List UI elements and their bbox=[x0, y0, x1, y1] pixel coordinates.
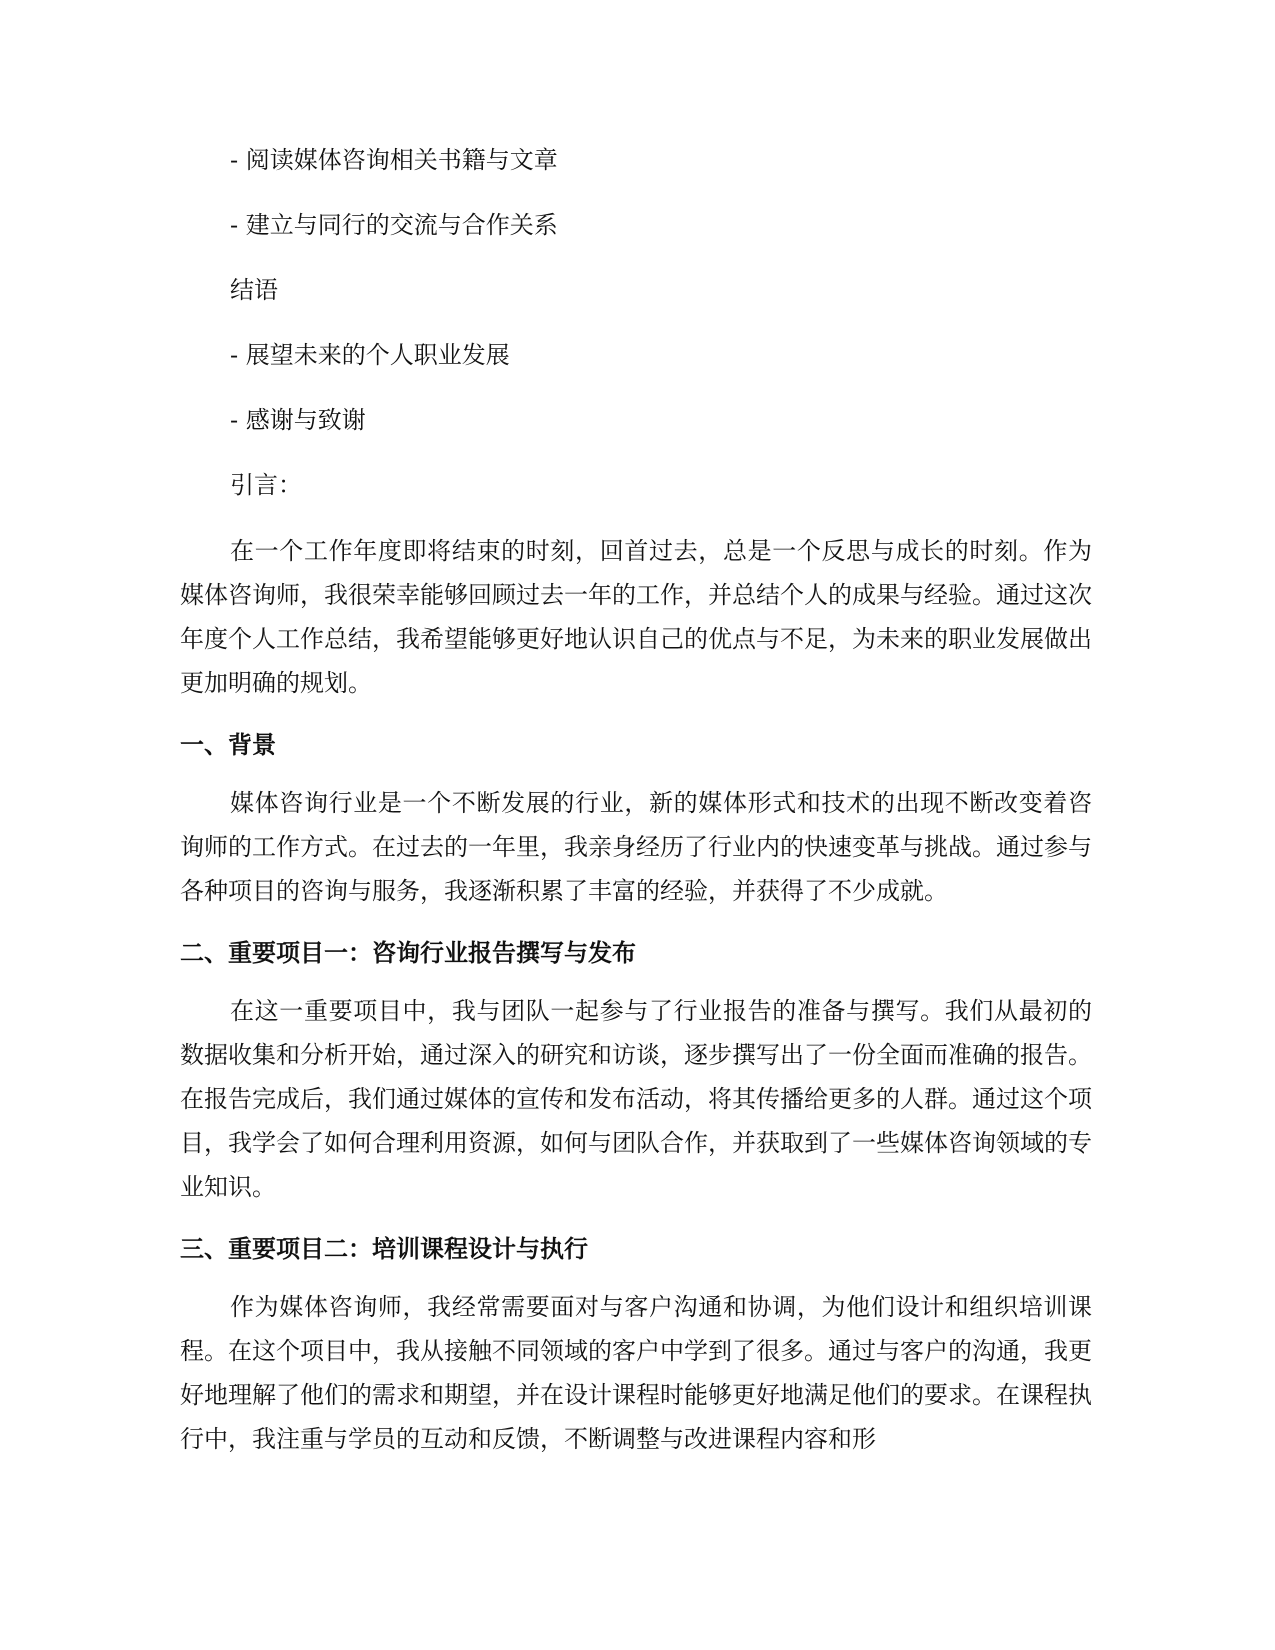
list-item-thanks: - 感谢与致谢 bbox=[230, 406, 366, 434]
list-item-build-relations: - 建立与同行的交流与合作关系 bbox=[230, 211, 558, 239]
section-label-conclusion: 结语 bbox=[230, 276, 278, 304]
section-label-introduction: 引言： bbox=[230, 471, 302, 499]
section-heading-project-two: 三、重要项目二：培训课程设计与执行 bbox=[180, 1235, 588, 1263]
section-heading-background: 一、背景 bbox=[180, 731, 276, 759]
section-heading-project-one: 二、重要项目一：咨询行业报告撰写与发布 bbox=[180, 939, 636, 967]
intro-paragraph: 在一个工作年度即将结束的时刻，回首过去，总是一个反思与成长的时刻。作为媒体咨询师，我很荣幸能够回顾过去一年的工作，并总结个人的成果与经验。通过这次年度个人工作总结，我希望能够更好地认识自己的优点与不足，为未来的职业发展做出更加明确的规划。 bbox=[180, 537, 1092, 697]
section-paragraph-background: 媒体咨询行业是一个不断发展的行业，新的媒体形式和技术的出现不断改变着咨询师的工作方式。在过去的一年里，我亲身经历了行业内的快速变革与挑战。通过参与各种项目的咨询与服务，我逐渐积累了丰富的经验，并获得了不少成就。 bbox=[180, 789, 1092, 905]
list-item-read-books: - 阅读媒体咨询相关书籍与文章 bbox=[230, 146, 558, 174]
document-body bbox=[180, 142, 1092, 1479]
section-paragraph-project-one: 在这一重要项目中，我与团队一起参与了行业报告的准备与撰写。我们从最初的数据收集和分析开始，通过深入的研究和访谈，逐步撰写出了一份全面而准确的报告。在报告完成后，我们通过媒体的宣传和发布活动，将其传播给更多的人群。通过这个项目，我学会了如何合理利用资源，如何与团队合作，并获取到了一些媒体咨询领域的专业知识。 bbox=[180, 997, 1092, 1201]
section-paragraph-project-two: 作为媒体咨询师，我经常需要面对与客户沟通和协调，为他们设计和组织培训课程。在这个项目中，我从接触不同领域的客户中学到了很多。通过与客户的沟通，我更好地理解了他们的需求和期望，并在设计课程时能够更好地满足他们的要求。在课程执行中，我注重与学员的互动和反馈，不断调整与改进课程内容和形 bbox=[180, 1293, 1092, 1453]
list-item-future-career: - 展望未来的个人职业发展 bbox=[230, 341, 510, 369]
